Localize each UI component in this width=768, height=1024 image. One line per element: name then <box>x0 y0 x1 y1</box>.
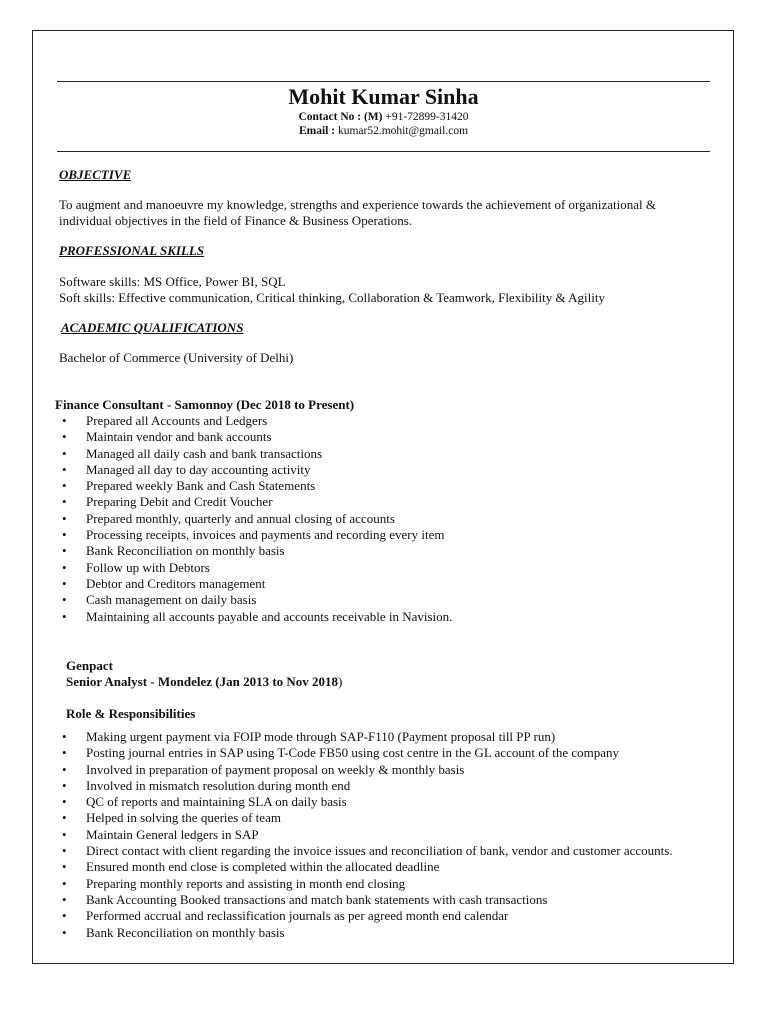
samonnoy-duties <box>59 413 715 625</box>
contact-label: Contact No : (M) <box>298 111 383 123</box>
company-genpact: Genpact <box>66 658 113 673</box>
list-item: • Debtor and Creditors management <box>59 576 715 592</box>
list-item: • Making urgent payment via FOIP mode through SAP-F110 (Payment proposal till PP run) <box>59 729 719 745</box>
list-item: • Posting journal entries in SAP using T-Code FB50 using cost centre in the GL account of the company <box>59 745 719 761</box>
list-item: • QC of reports and maintaining SLA on daily basis <box>59 794 719 810</box>
list-item: • Helped in solving the queries of team <box>59 810 719 826</box>
list-item: • Processing receipts, invoices and payments and recording every item <box>59 527 715 543</box>
list-item: • Prepared weekly Bank and Cash Statements <box>59 478 715 494</box>
skills-heading: PROFESSIONAL SKILLS <box>59 243 205 258</box>
candidate-name: Mohit Kumar Sinha <box>288 84 479 109</box>
experience-genpact <box>66 658 726 722</box>
list-item: • Bank Reconciliation on monthly basis <box>59 543 715 559</box>
job-title-mondelez <box>66 674 726 690</box>
objective-line-2: individual objectives in the field of Finance & Business Operations. <box>59 213 413 228</box>
email-label: Email : <box>298 125 336 137</box>
email-line <box>57 124 710 138</box>
list-item: • Bank Accounting Booked transactions and match bank statements with cash transactions <box>59 892 719 908</box>
list-item: • Maintain General ledgers in SAP <box>59 827 719 843</box>
header-bottom-rule <box>57 151 710 152</box>
list-item: • Follow up with Debtors <box>59 560 715 576</box>
list-item: • Managed all daily cash and bank transactions <box>59 446 715 462</box>
genpact-duties-block <box>59 729 719 941</box>
resume-header <box>57 84 710 138</box>
list-item: • Ensured month end close is completed within the allocated deadline <box>59 859 719 875</box>
objective-section <box>59 167 719 229</box>
roles-heading: Role & Responsibilities <box>66 706 196 721</box>
experience-samonnoy <box>55 397 715 625</box>
software-skills: Software skills: MS Office, Power BI, SQL <box>59 274 286 289</box>
contact-line <box>57 110 710 124</box>
job-title-text: Senior Analyst - Mondelez (Jan 2013 to Nov 2018 <box>66 674 339 689</box>
objective-heading: OBJECTIVE <box>59 167 132 182</box>
header-top-rule <box>57 81 710 82</box>
list-item: • Direct contact with client regarding the invoice issues and reconciliation of bank, vendor and customer accounts. <box>59 843 719 859</box>
list-item: • Prepared monthly, quarterly and annual closing of accounts <box>59 511 715 527</box>
degree: Bachelor of Commerce (University of Delhi) <box>59 350 294 365</box>
contact-phone: +91-72899-31420 <box>385 111 469 123</box>
academic-heading: ACADEMIC QUALIFICATIONS <box>61 320 244 335</box>
list-item: • Involved in mismatch resolution during month end <box>59 778 719 794</box>
list-item: • Bank Reconciliation on monthly basis <box>59 925 719 941</box>
genpact-duties <box>59 729 719 941</box>
job-title-close: ) <box>338 674 343 689</box>
list-item: • Maintaining all accounts payable and accounts receivable in Navision. <box>59 609 715 625</box>
list-item: • Managed all day to day accounting activity <box>59 462 715 478</box>
list-item: • Involved in preparation of payment proposal on weekly & monthly basis <box>59 762 719 778</box>
email-address: kumar52.mohit@gmail.com <box>337 125 469 137</box>
list-item: • Prepared all Accounts and Ledgers <box>59 413 715 429</box>
soft-skills: Soft skills: Effective communication, Critical thinking, Collaboration & Teamwork, Flexibility & Agility <box>59 290 605 305</box>
job-title-samonnoy: Finance Consultant - Samonnoy (Dec 2018 to Present) <box>55 397 355 412</box>
skills-section <box>59 243 719 306</box>
list-item: • Cash management on daily basis <box>59 592 715 608</box>
objective-line-1: To augment and manoeuvre my knowledge, strengths and experience towards the achievement of organizational & <box>59 197 657 212</box>
list-item: • Performed accrual and reclassification journals as per agreed month end calendar <box>59 908 719 924</box>
academic-section <box>61 320 721 366</box>
list-item: • Preparing Debit and Credit Voucher <box>59 494 715 510</box>
list-item: • Preparing monthly reports and assisting in month end closing <box>59 876 719 892</box>
list-item: • Maintain vendor and bank accounts <box>59 429 715 445</box>
